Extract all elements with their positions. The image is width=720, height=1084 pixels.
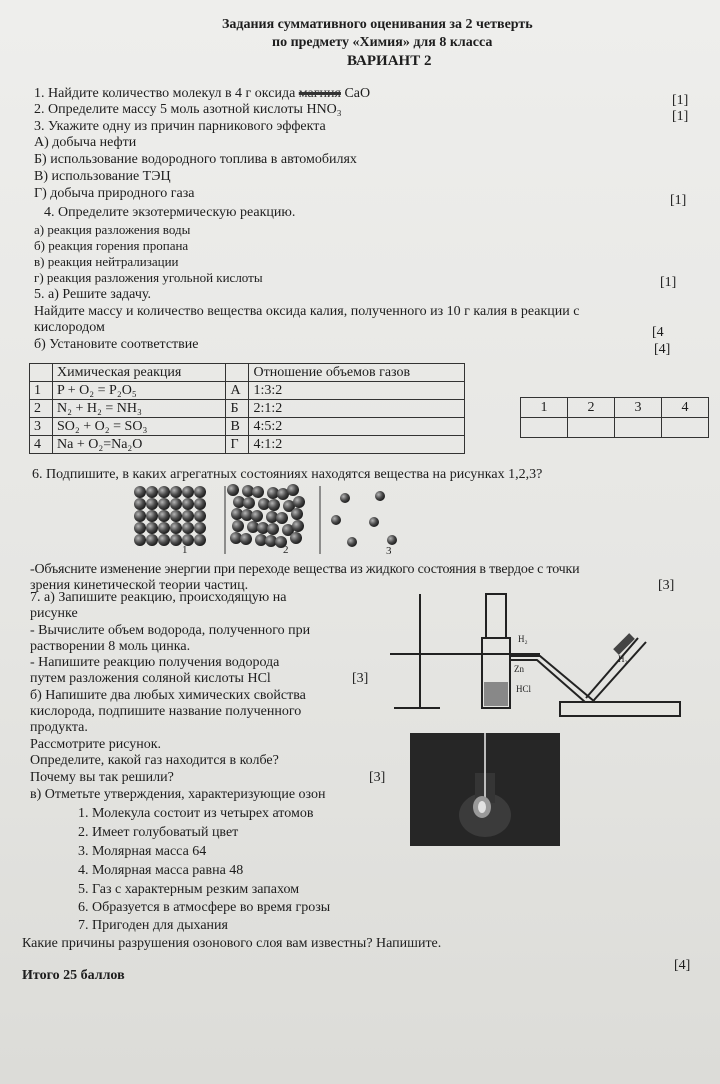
liquid-particles	[227, 484, 305, 548]
particle	[134, 498, 146, 510]
row-letter: Г	[226, 436, 249, 454]
table-row	[30, 418, 465, 436]
particle	[194, 522, 206, 534]
particle	[158, 522, 170, 534]
answer-cell[interactable]	[568, 418, 615, 438]
q2-points: [1]	[672, 109, 689, 124]
row-number: 4	[30, 436, 53, 454]
particle	[290, 532, 302, 544]
label-h2: H₂	[518, 634, 528, 644]
q7-b-line-2: кислорода, подпишите название полученного	[30, 704, 302, 719]
q5-a-points: [4	[652, 325, 664, 340]
q4-text: 4. Определите экзотермическую реакцию.	[44, 205, 296, 220]
q1-text	[34, 86, 370, 102]
particle	[292, 520, 304, 532]
q6-text: 6. Подпишите, в каких агрегатных состояниях находятся вещества на рисунках 1,2,3?	[32, 467, 543, 482]
figure-label-1: 1	[182, 544, 188, 556]
particle	[194, 498, 206, 510]
row-letter: Б	[226, 400, 249, 418]
ozone-statement: 4. Молярная масса равна 48	[78, 863, 244, 878]
figure-label-2: 2	[283, 544, 289, 556]
q7-line-3: - Вычислите объем водорода, полученного при	[30, 623, 311, 638]
row-reaction: SO₂ + O₂ = SO₃	[53, 418, 226, 436]
table-row	[30, 436, 465, 454]
ozone-statement: 2. Имеет голубоватый цвет	[78, 825, 239, 840]
row-ratio: 4:1:2	[249, 436, 465, 454]
row-letter: В	[226, 418, 249, 436]
q3-option-a: А) добыча нефти	[34, 135, 137, 150]
particle	[170, 534, 182, 546]
particle	[182, 510, 194, 522]
particle	[287, 484, 299, 496]
row-reaction: P + O₂ = P₂O₅	[53, 382, 226, 400]
particle	[134, 510, 146, 522]
particle	[158, 486, 170, 498]
q1-points: [1]	[672, 93, 689, 108]
answer-cell[interactable]	[662, 418, 709, 438]
q4-points: [1]	[660, 275, 677, 290]
q7-line-6: путем разложения соляной кислоты HCl	[30, 671, 271, 686]
q7-points: [4]	[674, 958, 691, 973]
q7-line-1: 7. а) Запишите реакцию, происходящую на	[30, 590, 287, 605]
particle	[182, 522, 194, 534]
answer-cell[interactable]	[615, 418, 662, 438]
ozone-statement: 7. Пригоден для дыхания	[78, 918, 228, 933]
q1-question: 1. Найдите количество молекул в 4 г оксида	[34, 86, 296, 101]
q4-option-c: в) реакция нейтрализации	[34, 254, 179, 269]
particle	[240, 533, 252, 545]
hydrogen-apparatus-figure	[380, 590, 700, 722]
label-h2-collected: H₂	[618, 654, 628, 664]
particle	[146, 486, 158, 498]
total-score: Итого 25 баллов	[22, 968, 125, 983]
row-reaction: Na + O₂=Na₂O	[53, 436, 226, 454]
q4-option-d: г) реакция разложения угольной кислоты	[34, 270, 263, 285]
q7-a-points: [3]	[352, 671, 369, 686]
particle	[194, 486, 206, 498]
q6-points: [3]	[658, 578, 675, 593]
ozone-statement: 3. Молярная масса 64	[78, 844, 207, 859]
particle	[170, 498, 182, 510]
particle	[134, 522, 146, 534]
particle	[227, 484, 239, 496]
q5-b-points: [4]	[654, 342, 671, 357]
q1-struck-word: магния	[298, 86, 341, 101]
q2-text: 2. Определите массу 5 моль азотной кислоты HNO₃	[34, 102, 342, 117]
q7-line-2: рисунке	[30, 606, 78, 621]
particle	[146, 498, 158, 510]
reaction-table	[29, 363, 465, 454]
particle-states-figure	[130, 484, 420, 556]
variant-label: ВАРИАНТ 2	[347, 53, 432, 69]
row-letter: А	[226, 382, 249, 400]
table-header-row	[30, 364, 465, 382]
q7-b-points: [3]	[369, 770, 386, 785]
table-row	[30, 382, 465, 400]
row-number: 1	[30, 382, 53, 400]
table-header-ratio: Отношение объемов газов	[249, 364, 465, 382]
particle	[170, 522, 182, 534]
q3-option-c: В) использование ТЭЦ	[34, 169, 171, 184]
particle	[291, 508, 303, 520]
solid-particles	[134, 486, 206, 546]
particle	[194, 510, 206, 522]
answer-cell[interactable]	[521, 418, 568, 438]
row-reaction: N₂ + H₂ = NH₃	[53, 400, 226, 418]
particle	[251, 510, 263, 522]
particle	[194, 534, 206, 546]
q3-option-b: Б) использование водородного топлива в автомобилях	[34, 152, 357, 167]
q1-formula: CaO	[344, 86, 371, 101]
q7-b-line-3: продукта.	[30, 720, 88, 735]
table-header-reaction: Химическая реакция	[53, 364, 226, 382]
gas-particles	[331, 491, 397, 547]
particle	[146, 522, 158, 534]
answer-header: 4	[662, 398, 709, 418]
particle	[170, 510, 182, 522]
particle	[158, 498, 170, 510]
doc-subtitle: по предмету «Химия» для 8 класса	[272, 35, 493, 50]
particle	[276, 512, 288, 524]
q5-a-text2: кислородом	[34, 320, 105, 335]
q7-b-line-6: Почему вы так решили?	[30, 770, 174, 785]
q6-explain-line2: зрения кинетической теории частиц.	[30, 578, 249, 593]
q6-explain-line1: -Объясните изменение энергии при переходе вещества из жидкого состояния в твердое с точки	[30, 562, 580, 577]
q7-line-5: - Напишите реакцию получения водорода	[30, 655, 280, 670]
doc-title: Задания суммативного оценивания за 2 четверть	[222, 17, 533, 32]
answer-table	[520, 397, 709, 438]
particle	[232, 520, 244, 532]
label-hcl: HCl	[516, 684, 532, 694]
particle	[158, 534, 170, 546]
q7-line-4: растворении 8 моль цинка.	[30, 639, 191, 654]
q7-b-line-5: Определите, какой газ находится в колбе?	[30, 753, 279, 768]
q3-text: 3. Укажите одну из причин парникового эффекта	[34, 119, 326, 134]
q3-option-d: Г) добыча природного газа	[34, 186, 195, 201]
particle	[268, 499, 280, 511]
label-zn: Zn	[514, 664, 524, 674]
row-number: 3	[30, 418, 53, 436]
particle	[134, 486, 146, 498]
ozone-statement: 5. Газ с характерным резким запахом	[78, 882, 300, 897]
flask-photo	[410, 733, 560, 846]
particle	[252, 486, 264, 498]
row-number: 2	[30, 400, 53, 418]
particle	[182, 498, 194, 510]
q5-a-label: 5. а) Решите задачу.	[34, 287, 151, 302]
ozone-statement: 6. Образуется в атмосфере во время грозы	[78, 900, 331, 915]
particle	[243, 497, 255, 509]
q5-a-text1: Найдите массу и количество вещества оксида калия, полученного из 10 г калия в реакции с	[34, 304, 580, 319]
particle	[158, 510, 170, 522]
answer-header: 2	[568, 398, 615, 418]
particle	[134, 534, 146, 546]
row-ratio: 1:3:2	[249, 382, 465, 400]
q7-b-line-1: б) Напишите два любых химических свойства	[30, 688, 306, 703]
particle	[170, 486, 182, 498]
answer-header: 3	[615, 398, 662, 418]
q7-c-label: в) Отметьте утверждения, характеризующие озон	[30, 787, 326, 802]
q3-points: [1]	[670, 193, 687, 208]
q7-b-line-4: Рассмотрите рисунок.	[30, 737, 162, 752]
q4-option-a: а) реакция разложения воды	[34, 222, 191, 237]
table-row	[30, 400, 465, 418]
ozone-statement: 1. Молекула состоит из четырех атомов	[78, 806, 314, 821]
particle	[146, 510, 158, 522]
particle	[267, 523, 279, 535]
particle	[182, 486, 194, 498]
q5-b-label: б) Установите соответствие	[34, 337, 199, 352]
q4-option-b: б) реакция горения пропана	[34, 238, 189, 253]
particle	[293, 496, 305, 508]
answer-header: 1	[521, 398, 568, 418]
row-ratio: 4:5:2	[249, 418, 465, 436]
figure-label-3: 3	[386, 545, 392, 556]
particle	[146, 534, 158, 546]
ozone-question: Какие причины разрушения озонового слоя вам известны? Напишите.	[22, 936, 442, 951]
row-ratio: 2:1:2	[249, 400, 465, 418]
